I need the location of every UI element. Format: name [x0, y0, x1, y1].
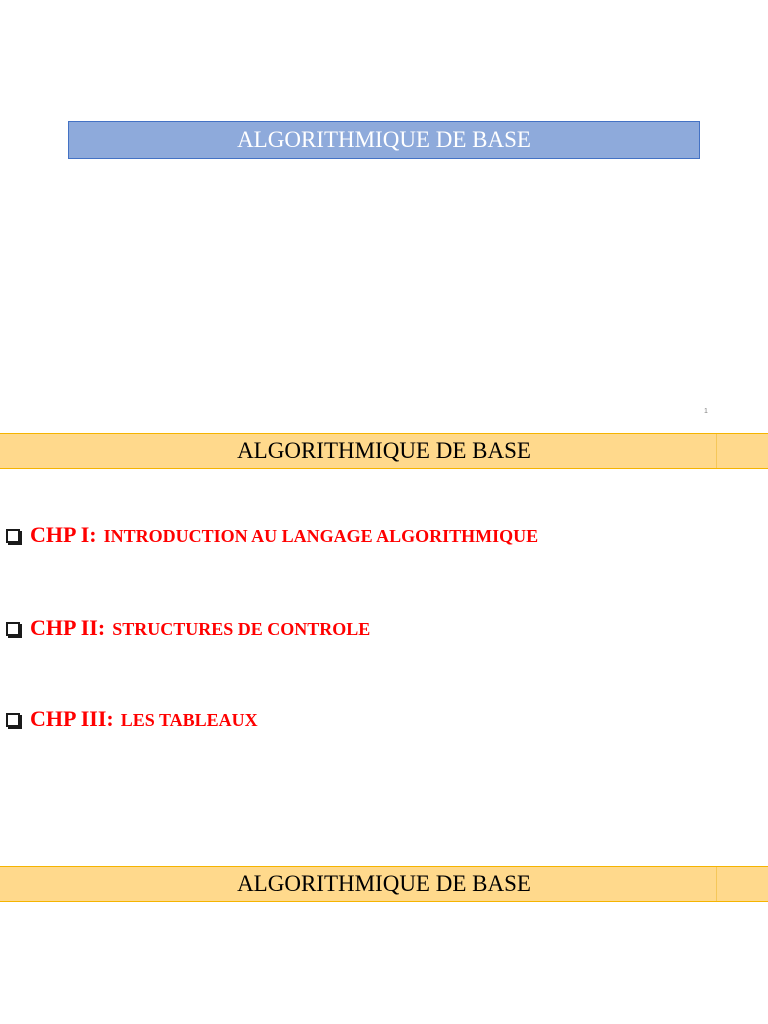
chapter-label: CHP I:	[30, 522, 97, 547]
chapter-title: INTRODUCTION AU LANGAGE ALGORITHMIQUE	[103, 526, 539, 546]
chapter-item-1	[6, 522, 538, 548]
page-number: 1	[704, 408, 708, 415]
chapter-label: CHP III:	[30, 706, 114, 731]
slide2-title-banner	[0, 433, 768, 469]
slide1-title: ALGORITHMIQUE DE BASE	[237, 127, 531, 152]
chapter-title: LES TABLEAUX	[120, 710, 258, 730]
slide1-title-banner	[68, 121, 700, 159]
slide3-title-banner	[0, 866, 768, 902]
chapter-item-2	[6, 615, 370, 641]
chapter-item-3	[6, 706, 258, 732]
slide2-title: ALGORITHMIQUE DE BASE	[237, 438, 531, 463]
checkbox-bullet-icon	[6, 622, 20, 636]
chapter-title: STRUCTURES DE CONTROLE	[112, 619, 371, 639]
checkbox-bullet-icon	[6, 713, 20, 727]
checkbox-bullet-icon	[6, 529, 20, 543]
chapter-label: CHP II:	[30, 615, 106, 640]
slide3-title: ALGORITHMIQUE DE BASE	[237, 871, 531, 896]
